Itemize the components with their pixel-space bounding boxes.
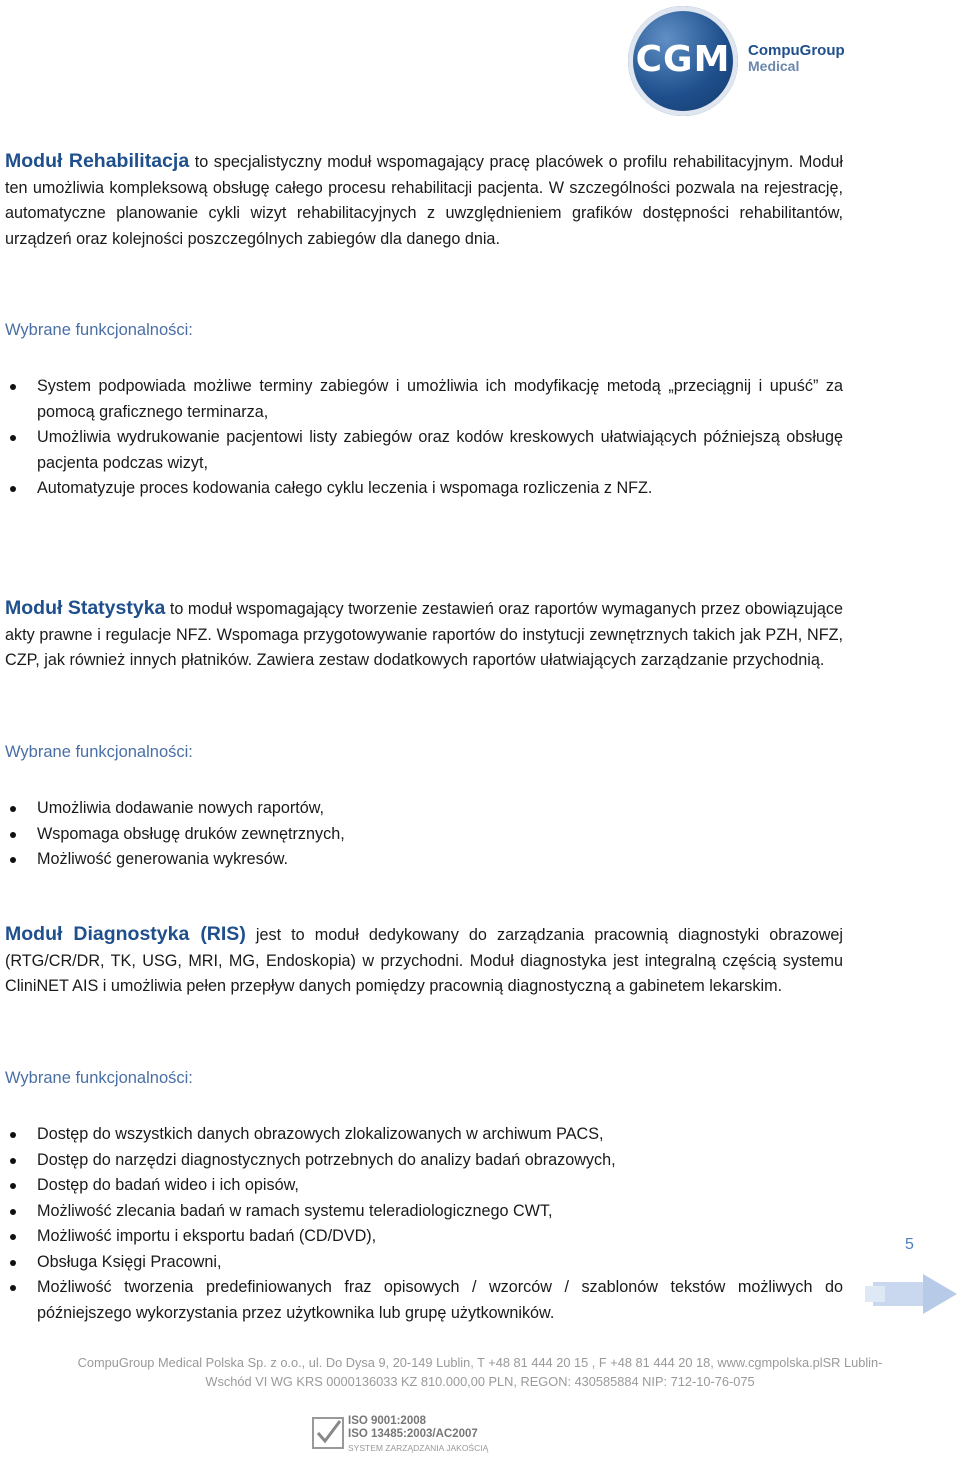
stat-section bbox=[5, 596, 843, 674]
iso-certification bbox=[312, 1415, 512, 1455]
stat-subhead: Wybrane funkcjonalności: bbox=[5, 743, 193, 761]
cgm-logo bbox=[628, 6, 848, 118]
footer-line-2: Wschód VI WG KRS 0000136033 KZ 810.000,00 PLN, REGON: 430585884 NIP: 712-10-76-075 bbox=[205, 1374, 755, 1389]
logo-company-name: CompuGroup bbox=[748, 42, 845, 59]
rehab-section bbox=[5, 149, 843, 252]
diag-feature-list bbox=[5, 1122, 843, 1326]
iso-line-2: ISO 13485:2003/AC2007 bbox=[348, 1428, 478, 1440]
iso-line-1: ISO 9001:2008 bbox=[348, 1415, 427, 1427]
rehab-paragraph bbox=[5, 149, 843, 252]
list-item: Umożliwia wydrukowanie pacjentowi listy zabiegów oraz kodów kreskowych ułatwiających późniejszą obsługę pacjenta podczas wizyt, bbox=[5, 425, 843, 476]
list-item: Wspomaga obsługę druków zewnętrznych, bbox=[5, 822, 843, 848]
list-item: Możliwość generowania wykresów. bbox=[5, 847, 843, 873]
rehab-body: to specjalistyczny moduł wspomagający pracę placówek o profilu rehabilitacyjnym. Moduł ten umożliwia kompleksową obsługę całego procesu rehabilitacji pacjenta. W szczególności pozwala na rejestrację, automatyczne planowanie cykli wizyt rehabilitacyjnych z uwzględnieniem grafików dostępności rehabilitantów, urządzeń oraz kolejności poszczególnych zabiegów dla danego dnia. bbox=[5, 153, 844, 248]
list-item: Możliwość zlecania badań w ramach systemu teleradiologicznego CWT, bbox=[5, 1199, 843, 1225]
iso-line-3: SYSTEM ZARZĄDZANIA JAKOŚCIĄ bbox=[348, 1443, 489, 1453]
diag-paragraph bbox=[5, 922, 843, 1000]
footer-line-1: CompuGroup Medical Polska Sp. z o.o., ul. Do Dysa 9, 20-149 Lublin, T +48 81 444 20 15 , F +48 81 444 20 18, www.cgmpolska.plSR Lublin- bbox=[77, 1355, 883, 1370]
list-item: Obsługa Księgi Pracowni, bbox=[5, 1250, 843, 1276]
logo-company-subname: Medical bbox=[748, 58, 800, 74]
stat-title: Moduł Statystyka bbox=[5, 597, 166, 619]
diag-subhead: Wybrane funkcjonalności: bbox=[5, 1069, 193, 1087]
rehab-feature-list bbox=[5, 374, 843, 502]
list-item: Dostęp do badań wideo i ich opisów, bbox=[5, 1173, 843, 1199]
diag-title: Moduł Diagnostyka (RIS) bbox=[5, 923, 246, 945]
page-number: 5 bbox=[905, 1236, 914, 1253]
cgm-logo-mark bbox=[628, 6, 738, 116]
list-item: System podpowiada możliwe terminy zabiegów i umożliwia ich modyfikację metodą „przeciągnij i upuść” za pomocą graficznego terminarza, bbox=[5, 374, 843, 425]
iso-checkmark-icon bbox=[312, 1417, 344, 1449]
list-item: Możliwość tworzenia predefiniowanych fraz opisowych / wzorców / szablonów tekstów możliwych do późniejszego wykorzystania przez użytkownika lub grupę użytkowników. bbox=[5, 1275, 843, 1326]
list-item: Możliwość importu i eksportu badań (CD/DVD), bbox=[5, 1224, 843, 1250]
rehab-subhead: Wybrane funkcjonalności: bbox=[5, 321, 193, 339]
footer bbox=[0, 1353, 960, 1391]
list-item: Automatyzuje proces kodowania całego cyklu leczenia i wspomaga rozliczenia z NFZ. bbox=[5, 476, 843, 502]
list-item: Dostęp do wszystkich danych obrazowych zlokalizowanych w archiwum PACS, bbox=[5, 1122, 843, 1148]
stat-paragraph bbox=[5, 596, 843, 674]
logo-mark-text: CGM bbox=[635, 39, 731, 80]
stat-body: to moduł wspomagający tworzenie zestawień oraz raportów wymaganych przez obowiązujące akty prawne i regulacje NFZ. Wspomaga przygotowywanie raportów do instytucji zewnętrznych takich jak PZH, NFZ, CZP, jak również innych płatników. Zawiera zestaw dodatkowych raportów ułatwiających zarządzanie przychodnią. bbox=[5, 600, 844, 669]
list-item: Umożliwia dodawanie nowych raportów, bbox=[5, 796, 843, 822]
diag-body: jest to moduł dedykowany do zarządzania pracownią diagnostyki obrazowej (RTG/CR/DR, TK, USG, MRI, MG, Endoskopia) w przychodni. Moduł diagnostyka jest integralną częścią systemu CliniNET AIS i umożliwia pełen przepływ danych pomiędzy pracownią diagnostyczną a gabinetem lekarskim. bbox=[5, 926, 844, 995]
rehab-title: Moduł Rehabilitacja bbox=[5, 150, 190, 172]
stat-feature-list bbox=[5, 796, 843, 873]
diag-section bbox=[5, 922, 843, 1000]
arrow-decoration-icon bbox=[865, 1272, 960, 1318]
list-item: Dostęp do narzędzi diagnostycznych potrzebnych do analizy badań obrazowych, bbox=[5, 1148, 843, 1174]
